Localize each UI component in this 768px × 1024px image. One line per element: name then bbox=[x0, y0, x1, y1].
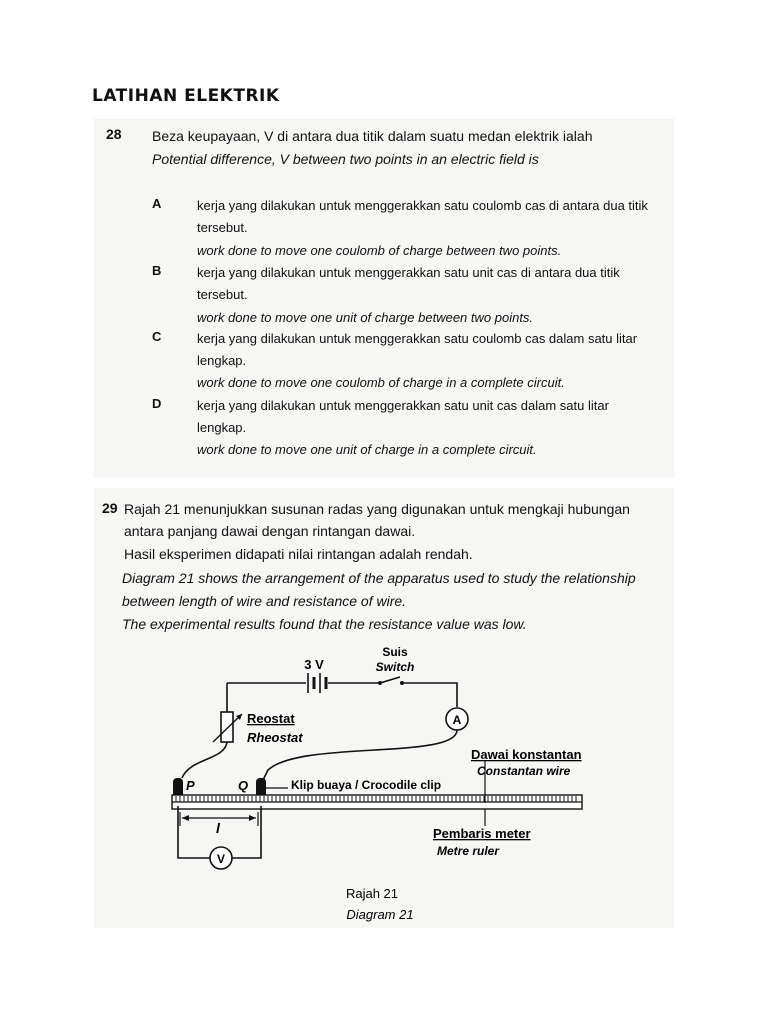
switch-label-english: Switch bbox=[375, 660, 415, 674]
q29-text-english-2: between length of wire and resistance of wire. bbox=[122, 593, 407, 609]
question-28-number: 28 bbox=[106, 126, 122, 142]
q29-text-malay-1: Rajah 21 menunjukkan susunan radas yang digunakan untuk mengkaji hubungan bbox=[124, 501, 630, 517]
ruler-label-malay: Pembaris meter bbox=[433, 826, 531, 841]
q28-stem-malay: Beza keupayaan, V di antara dua titik dalam suatu medan elektrik ialah bbox=[152, 128, 593, 144]
q28-option-d-english: work done to move one unit of charge in a complete circuit. bbox=[197, 442, 537, 457]
circuit-wire-top-right bbox=[404, 683, 457, 707]
q28-option-letter: A bbox=[152, 196, 162, 211]
q28-option-letter: B bbox=[152, 263, 162, 278]
rheostat-label-malay: Reostat bbox=[247, 711, 295, 726]
ruler-label-english: Metre ruler bbox=[437, 844, 500, 858]
crocodile-clip-label: Klip buaya / Crocodile clip bbox=[291, 778, 442, 792]
diagram-caption-malay: Rajah 21 bbox=[345, 886, 399, 901]
length-label: l bbox=[216, 820, 220, 836]
point-p-label: P bbox=[186, 778, 195, 793]
q28-option-a-malay: kerja yang dilakukan untuk menggerakkan satu coulomb cas di antara dua titik bbox=[197, 198, 648, 213]
wire-label-malay: Dawai konstantan bbox=[471, 747, 582, 762]
q29-text-english-1: Diagram 21 shows the arrangement of the apparatus used to study the relationship bbox=[122, 570, 636, 586]
q28-option-b-english: work done to move one unit of charge between two points. bbox=[197, 310, 534, 325]
voltmeter-icon bbox=[210, 847, 232, 869]
q28-option-d-malay: kerja yang dilakukan untuk menggerakkan satu unit cas dalam satu litar bbox=[197, 398, 609, 413]
ammeter-label: A bbox=[452, 713, 462, 727]
switch-label-malay: Suis bbox=[382, 645, 408, 659]
battery-label: 3 V bbox=[304, 657, 324, 672]
wire-label-english: Constantan wire bbox=[477, 764, 571, 778]
switch-icon bbox=[378, 677, 404, 685]
q28-option-a-english: work done to move one coulomb of charge between two points. bbox=[197, 243, 562, 258]
ammeter-icon bbox=[446, 708, 468, 730]
q28-option-b-malay-cont: tersebut. bbox=[197, 287, 248, 302]
q28-option-letter: C bbox=[152, 329, 162, 344]
q28-option-c-malay-cont: lengkap. bbox=[197, 353, 247, 368]
voltmeter-label: V bbox=[216, 852, 226, 866]
rheostat-icon bbox=[213, 712, 242, 742]
voltmeter-wire-left bbox=[178, 806, 210, 858]
q29-text-malay-2: antara panjang dawai dengan rintangan dawai. bbox=[124, 523, 416, 539]
point-q-label: Q bbox=[238, 778, 249, 793]
q28-option-c-english: work done to move one coulomb of charge in a complete circuit. bbox=[197, 375, 565, 390]
q28-option-a-malay-cont: tersebut. bbox=[197, 220, 248, 235]
ruler-ticks bbox=[176, 796, 576, 802]
q28-stem-english: Potential difference, V between two points in an electric field is bbox=[152, 151, 539, 167]
document-title: LATIHAN ELEKTRIK bbox=[92, 86, 280, 106]
voltmeter-wire-right bbox=[232, 806, 261, 858]
circuit-wire-rheostat-to-p bbox=[182, 742, 227, 778]
q28-option-c-malay: kerja yang dilakukan untuk menggerakkan satu coulomb cas dalam satu litar bbox=[197, 331, 638, 346]
q28-option-d-malay-cont: lengkap. bbox=[197, 420, 247, 435]
rheostat-label-english: Rheostat bbox=[247, 730, 303, 745]
q28-option-b-malay: kerja yang dilakukan untuk menggerakkan satu unit cas di antara dua titik bbox=[197, 265, 620, 280]
battery-icon bbox=[308, 673, 326, 693]
q28-option-letter: D bbox=[152, 396, 162, 411]
q29-text-english-3: The experimental results found that the resistance value was low. bbox=[122, 616, 527, 632]
q29-text-malay-3: Hasil eksperimen didapati nilai rintangan adalah rendah. bbox=[124, 546, 473, 562]
question-29-number: 29 bbox=[102, 500, 118, 516]
diagram-caption-english: Diagram 21 bbox=[346, 907, 414, 922]
